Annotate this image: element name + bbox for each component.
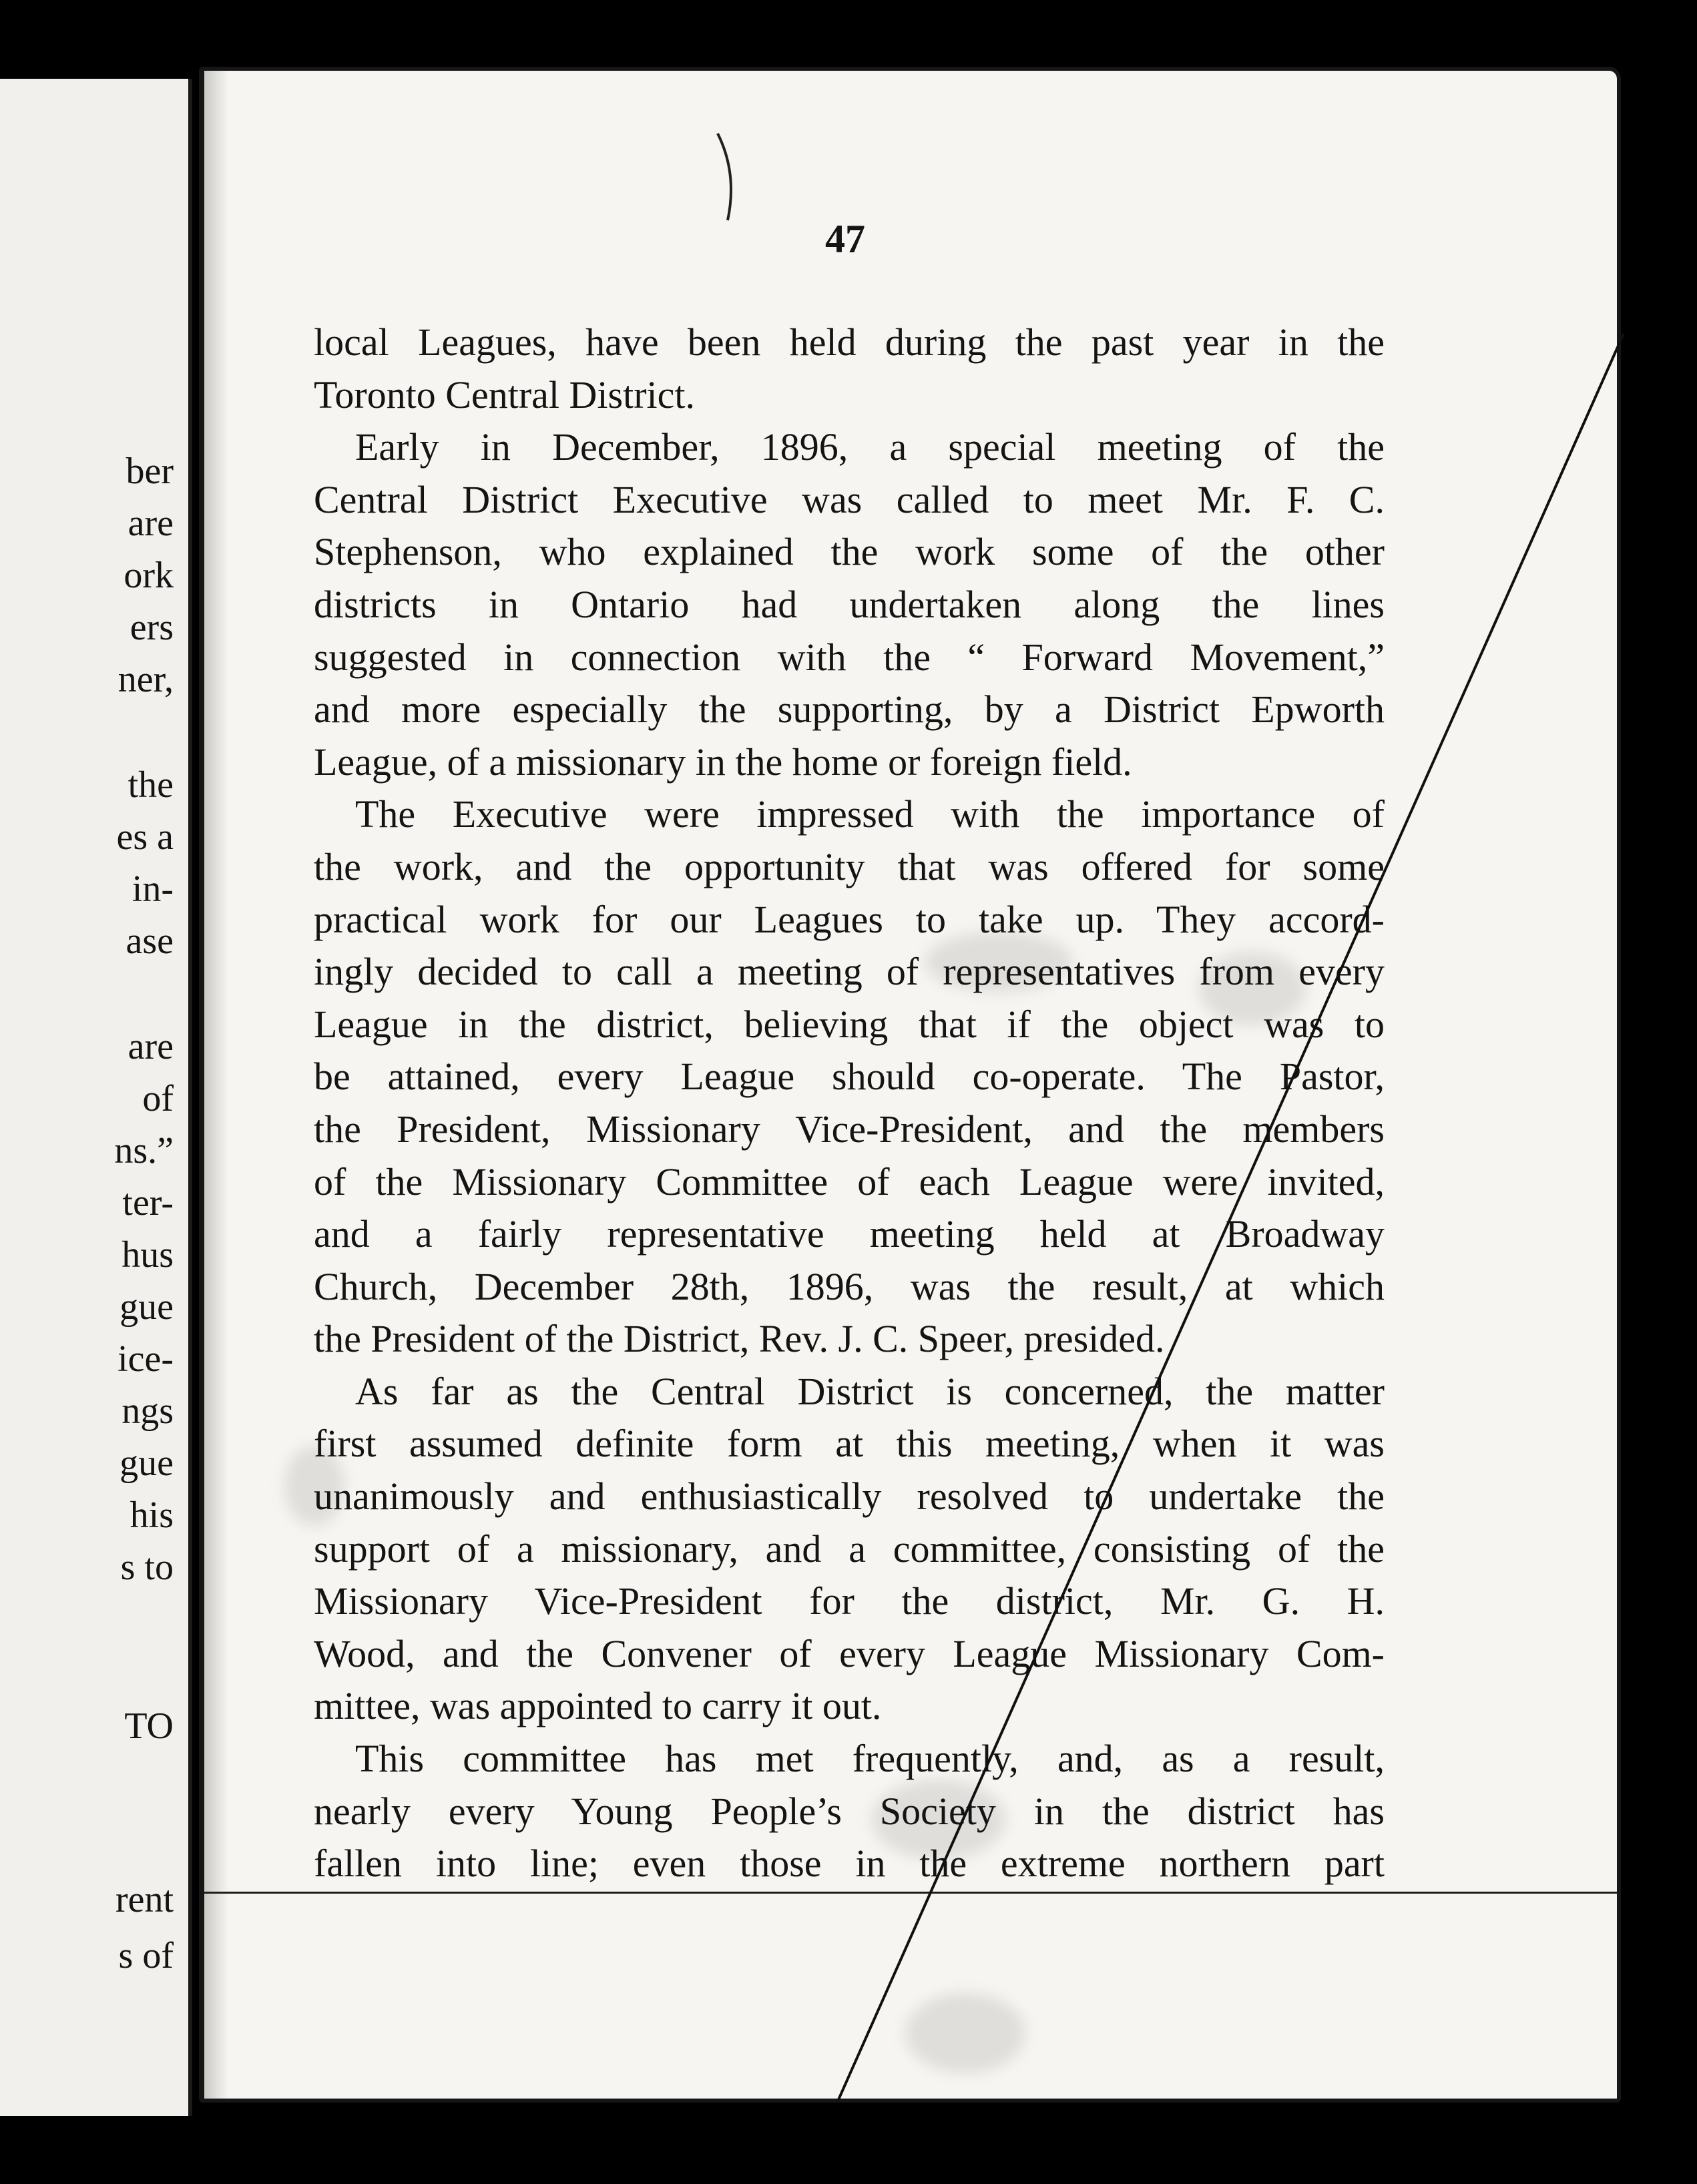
body-text	[314, 316, 1385, 1890]
text-line: the President, Missionary Vice-President, and the members	[314, 1107, 1385, 1151]
text-line: nearly every Young People’s Society in the district has	[314, 1789, 1385, 1833]
left-page-fragment: es a	[116, 816, 174, 858]
text-line: Church, December 28th, 1896, was the result, at which	[314, 1264, 1385, 1308]
left-page-fragment: ngs	[122, 1390, 174, 1432]
left-page-fragment: hus	[122, 1234, 174, 1276]
text-line: unanimously and enthusiastically resolved to undertake the	[314, 1474, 1385, 1519]
left-page-fragment: ers	[130, 607, 174, 648]
page-number: 47	[825, 217, 865, 261]
text-line: League, of a missionary in the home or foreign field.	[314, 740, 1132, 784]
text-line: and a fairly representative meeting held at Broadway	[314, 1212, 1385, 1256]
page-gutter-shadow	[204, 71, 228, 2099]
book-page	[199, 67, 1621, 2103]
left-page-fragment: ase	[126, 920, 174, 962]
left-page-fragment: the	[128, 764, 174, 806]
text-line: districts in Ontario had undertaken along the lines	[314, 582, 1385, 626]
left-page-fragment: are	[128, 1026, 174, 1067]
paragraph-first-line: Early in December, 1896, a special meeting of the	[355, 425, 1385, 469]
left-page-fragment: TO	[124, 1705, 174, 1747]
text-line: local Leagues, have been held during the past year in the	[314, 320, 1385, 364]
text-line: suggested in connection with the “ Forward Movement,”	[314, 635, 1385, 679]
text-line: Central District Executive was called to meet Mr. F. C.	[314, 477, 1385, 521]
text-line: ingly decided to call a meeting of representatives from every	[314, 950, 1385, 994]
text-line: mittee, was appointed to carry it out.	[314, 1684, 882, 1728]
left-page-fragment: rent	[115, 1879, 174, 1920]
paragraph-first-line: As far as the Central District is concerned, the matter	[355, 1369, 1385, 1413]
text-line: Toronto Central District.	[314, 372, 695, 417]
left-page-fragment: ner,	[117, 659, 174, 700]
scan-artifact-line	[204, 1892, 1621, 1894]
text-line: of the Missionary Committee of each League were invited,	[314, 1159, 1385, 1203]
text-line: the President of the District, Rev. J. C. Speer, presided.	[314, 1317, 1165, 1361]
text-line: Stephenson, who explained the work some of the other	[314, 530, 1385, 574]
left-page-fragment: gue	[119, 1442, 174, 1484]
left-page-fragment: ork	[124, 555, 174, 596]
text-line: League in the district, believing that if the object was to	[314, 1002, 1385, 1046]
left-page-fragment: are	[128, 503, 174, 544]
text-line: Wood, and the Convener of every League Missionary Com-	[314, 1631, 1385, 1675]
text-line: support of a missionary, and a committee, consisting of the	[314, 1527, 1385, 1571]
text-line: be attained, every League should co-operate. The Pastor,	[314, 1055, 1385, 1099]
text-line: Missionary Vice-President for the district, Mr. G. H.	[314, 1579, 1385, 1623]
left-page-fragment: ns.”	[114, 1130, 174, 1171]
left-page-fragment: ice-	[117, 1338, 174, 1380]
text-line: first assumed definite form at this meeting, when it was	[314, 1422, 1385, 1466]
text-line: practical work for our Leagues to take up. They accord-	[314, 897, 1385, 941]
left-page-fragment: ber	[126, 451, 174, 492]
left-page-fragment: in-	[132, 868, 174, 910]
text-line: fallen into line; even those in the extreme northern part	[314, 1842, 1385, 1886]
ink-stain	[905, 1993, 1025, 2073]
left-page-fragment: s to	[120, 1547, 174, 1588]
paragraph-first-line: The Executive were impressed with the importance of	[355, 792, 1385, 836]
text-line: the work, and the opportunity that was offered for some	[314, 844, 1385, 888]
paragraph-first-line: This committee has met frequently, and, as a result,	[355, 1737, 1385, 1781]
left-page-fragment: s of	[118, 1935, 174, 1976]
previous-page-edge	[0, 79, 192, 2116]
left-page-fragment: of	[142, 1078, 174, 1119]
left-page-fragment: ter-	[122, 1182, 174, 1223]
text-line: and more especially the supporting, by a District Epworth	[314, 688, 1385, 732]
left-page-fragment: gue	[119, 1286, 174, 1328]
left-page-fragment: his	[130, 1494, 174, 1536]
